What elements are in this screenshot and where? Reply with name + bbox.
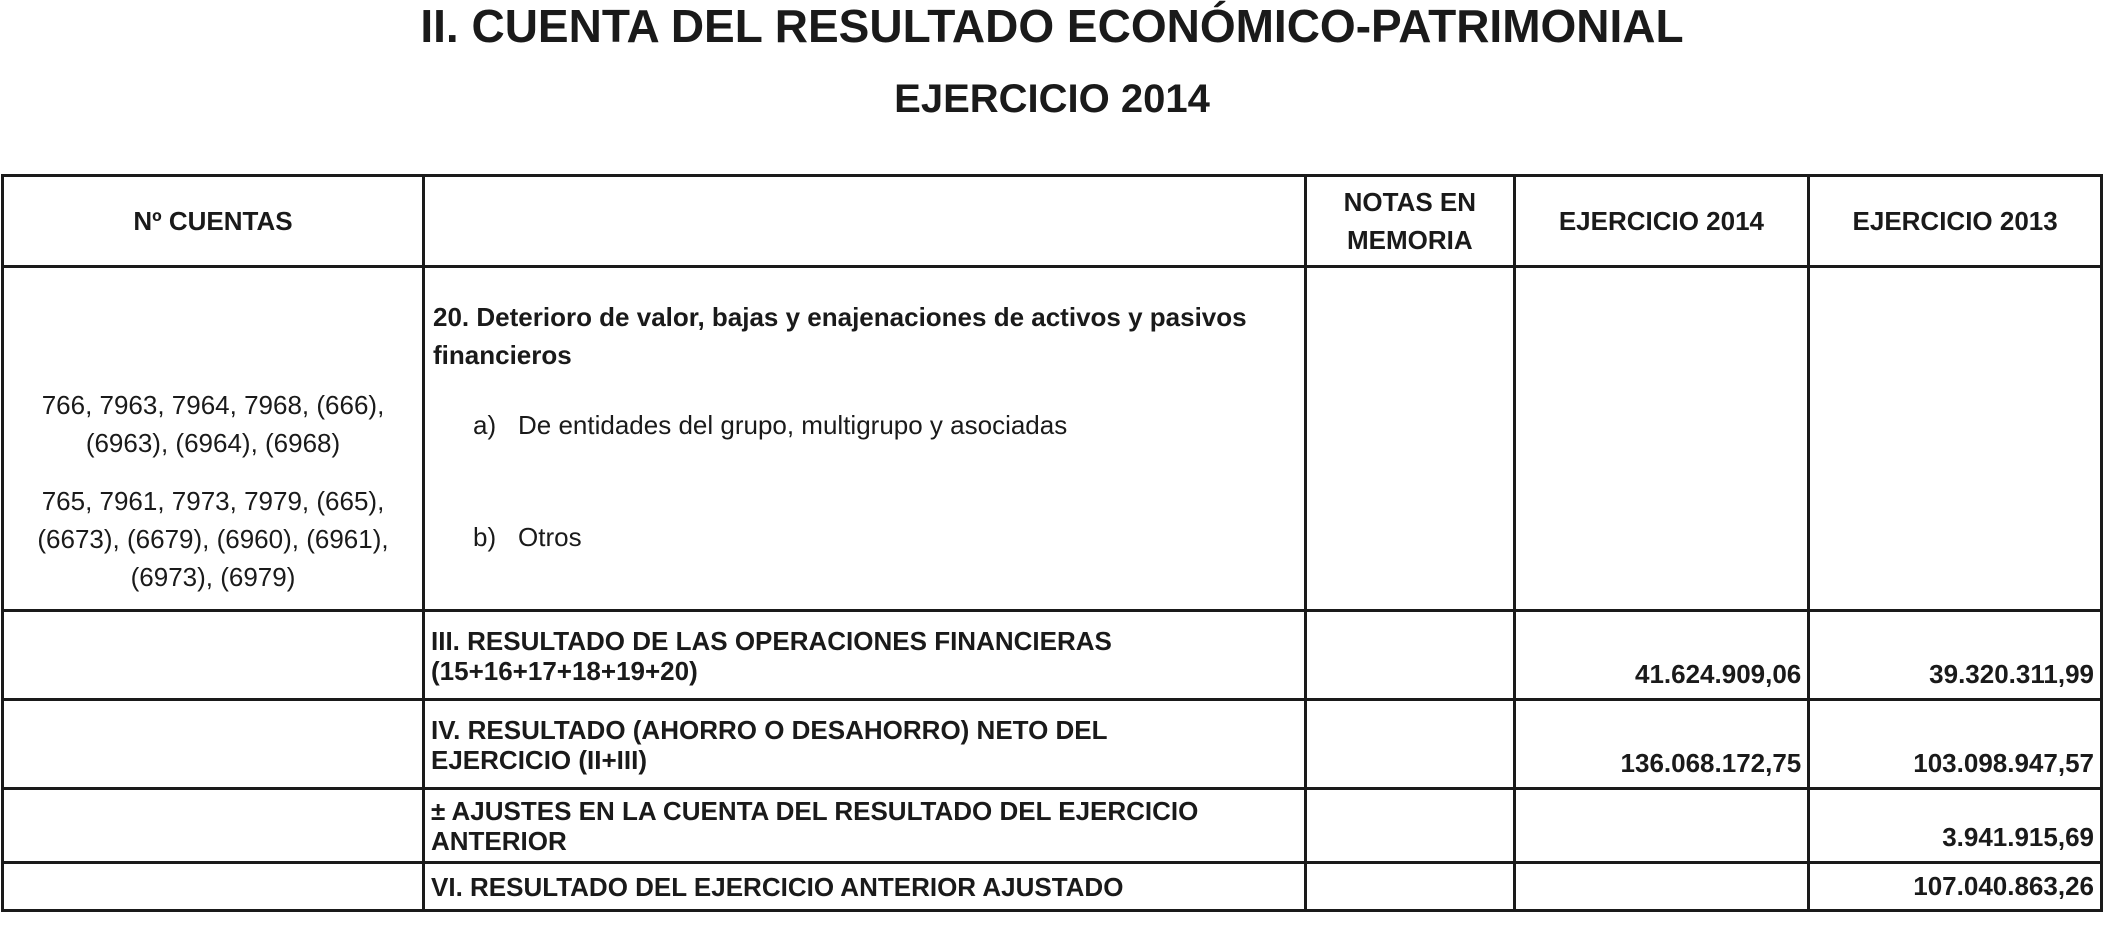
concept-cell [424, 700, 1306, 789]
amount-2014 [1514, 863, 1809, 911]
accounts-cell [3, 267, 424, 611]
concept-line2: EJERCICIO (II+III) [431, 745, 647, 775]
concept-line1: III. RESULTADO DE LAS OPERACIONES FINANCIERAS [431, 626, 1112, 656]
sub-item-b-letter: b) [473, 522, 497, 552]
notas-cell [1306, 611, 1514, 700]
accounts-item-b [4, 482, 422, 596]
table-row-section-20 [3, 267, 2102, 611]
amount-2013: 103.098.947,57 [1809, 700, 2102, 789]
accounts-item-a-line2: (6963), (6964), (6968) [85, 428, 341, 458]
header-notas-line1: NOTAS EN [1343, 187, 1477, 217]
accounts-cell [3, 611, 424, 700]
notas-cell [1306, 700, 1514, 789]
accounts-item-a-line1: 766, 7963, 7964, 7968, (666), [41, 390, 385, 420]
table-header-row [3, 176, 2102, 267]
income-statement-table [1, 174, 2103, 912]
concept-line2: ANTERIOR [431, 826, 567, 856]
concept-line1: IV. RESULTADO (AHORRO O DESAHORRO) NETO DEL [431, 715, 1108, 745]
accounts-cell [3, 789, 424, 863]
amount-2013: 39.320.311,99 [1809, 611, 2102, 700]
concept-cell [424, 611, 1306, 700]
accounts-item-a [4, 386, 422, 462]
accounts-item-b-line2: (6673), (6679), (6960), (6961), [37, 524, 389, 554]
accounts-cell [3, 863, 424, 911]
document-title: II. CUENTA DEL RESULTADO ECONÓMICO-PATRIMONIAL [420, 0, 1684, 52]
header-notas-line2: MEMORIA [1347, 225, 1473, 255]
sub-item-b [473, 518, 582, 556]
amount-2014 [1514, 789, 1809, 863]
ejercicio-2013-cell [1809, 267, 2102, 611]
accounts-item-b-line1: 765, 7961, 7973, 7979, (665), [41, 486, 385, 516]
table-row-ajustes [3, 789, 2102, 863]
ejercicio-2014-cell [1514, 267, 1809, 611]
concept-cell-section-20 [424, 267, 1306, 611]
sub-item-b-label: Otros [518, 522, 582, 552]
notas-cell [1306, 267, 1514, 611]
concept-line1: VI. RESULTADO DEL EJERCICIO ANTERIOR AJUSTADO [431, 871, 1124, 902]
notas-cell [1306, 863, 1514, 911]
sub-item-a-label: De entidades del grupo, multigrupo y asociadas [518, 410, 1068, 440]
accounts-item-b-line3: (6973), (6979) [130, 562, 296, 592]
header-ejercicio-2014: EJERCICIO 2014 [1514, 176, 1809, 267]
header-concepto [424, 176, 1306, 267]
concept-line2: (15+16+17+18+19+20) [431, 656, 698, 686]
amount-2014: 41.624.909,06 [1514, 611, 1809, 700]
amount-2014: 136.068.172,75 [1514, 700, 1809, 789]
concept-cell [424, 789, 1306, 863]
header-ejercicio-2013: EJERCICIO 2013 [1809, 176, 2102, 267]
table-row-resultado-neto [3, 700, 2102, 789]
header-notas [1306, 176, 1514, 267]
sub-item-a-letter: a) [473, 410, 497, 440]
concept-line1: ± AJUSTES EN LA CUENTA DEL RESULTADO DEL EJERCICIO [431, 796, 1199, 826]
amount-2013: 3.941.915,69 [1809, 789, 2102, 863]
document-subtitle: EJERCICIO 2014 [894, 77, 1210, 121]
concept-cell [424, 863, 1306, 911]
sub-item-a [473, 406, 1067, 444]
notas-cell [1306, 789, 1514, 863]
accounts-cell [3, 700, 424, 789]
amount-2013: 107.040.863,26 [1809, 863, 2102, 911]
section-title: 20. Deterioro de valor, bajas y enajenaciones de activos y pasivos financieros [433, 302, 1247, 370]
header-cuentas: Nº CUENTAS [3, 176, 424, 267]
table-row-resultado-operaciones [3, 611, 2102, 700]
table-row-resultado-ajustado [3, 863, 2102, 911]
